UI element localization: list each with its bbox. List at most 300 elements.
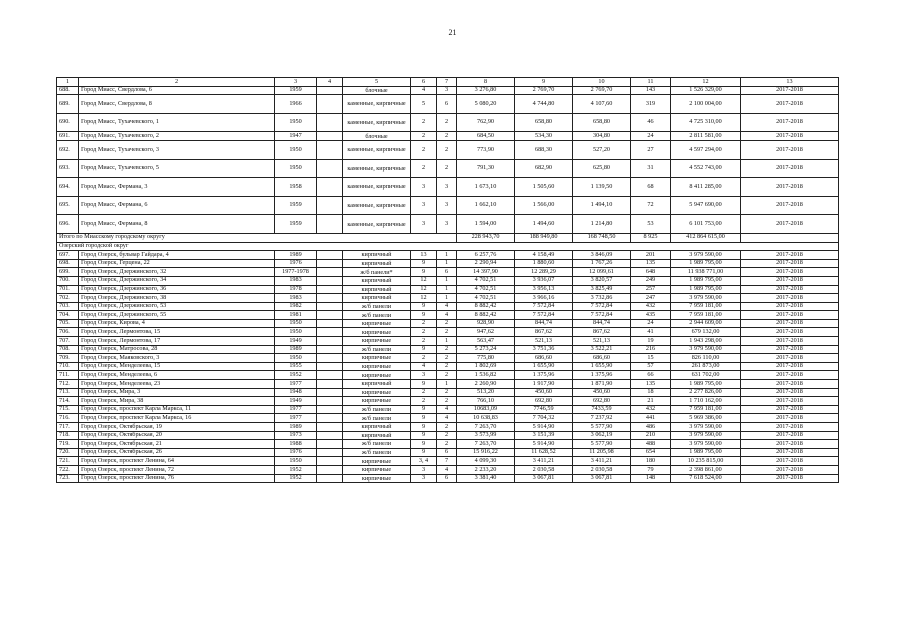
table-row <box>57 431 839 440</box>
cell-wall-material: блочные <box>343 132 411 141</box>
cell-row-number: 693. <box>57 159 79 178</box>
cell-floors: 4 <box>411 86 437 95</box>
cell-residential-area: 527,20 <box>573 140 631 159</box>
cell-residents: 53 <box>631 215 671 234</box>
cell-row-number: 719. <box>57 440 79 449</box>
cell-entrances: 7 <box>437 457 457 466</box>
cell-col-4 <box>317 405 343 414</box>
cell-residential-area: 4 107,60 <box>573 95 631 114</box>
cell-repair-cost: 7 959 181,00 <box>671 405 741 414</box>
cell-entrances: 3 <box>437 178 457 197</box>
cell-period: 2017-2018 <box>741 465 839 474</box>
cell-entrances: 1 <box>437 276 457 285</box>
cell-wall-material: кирпичный <box>343 259 411 268</box>
cell-wall-material: кирпичные <box>343 337 411 346</box>
cell-wall-material: ж/б панели <box>343 448 411 457</box>
cell-entrances: 2 <box>437 345 457 354</box>
cell-repair-cost: 679 132,00 <box>671 328 741 337</box>
cell-total-area: 563,47 <box>457 337 515 346</box>
cell-col-4 <box>317 337 343 346</box>
cell-total-area: 4 702,51 <box>457 285 515 294</box>
cell-row-number: 703. <box>57 302 79 311</box>
cell-row-number: 702. <box>57 294 79 303</box>
cell-entrances: 2 <box>437 159 457 178</box>
cell-residents: 15 <box>631 354 671 363</box>
cell-residential-area: 1 494,10 <box>573 196 631 215</box>
cell-build-year: 1973 <box>275 431 317 440</box>
cell-build-year: 1950 <box>275 328 317 337</box>
cell-period: 2017-2018 <box>741 474 839 483</box>
cell-living-area: 2 769,70 <box>515 86 573 95</box>
cell-entrances: 2 <box>437 319 457 328</box>
cell-build-year: 1950 <box>275 140 317 159</box>
cell-repair-cost: 1 989 795,00 <box>671 285 741 294</box>
cell-col-4 <box>317 268 343 277</box>
cell-build-year: 1959 <box>275 215 317 234</box>
cell-row-number: 712. <box>57 380 79 389</box>
cell-total-area: 8 882,42 <box>457 311 515 320</box>
cell-repair-cost: 1 710 162,00 <box>671 397 741 406</box>
cell-living-area: 11 628,52 <box>515 448 573 457</box>
cell-repair-cost: 631 702,00 <box>671 371 741 380</box>
cell-entrances: 1 <box>437 251 457 260</box>
cell-living-area: 12 289,29 <box>515 268 573 277</box>
cell-col-4 <box>317 113 343 132</box>
cell-entrances: 2 <box>437 328 457 337</box>
table-row <box>57 159 839 178</box>
cell-row-number: 704. <box>57 311 79 320</box>
cell-residential-area: 11 205,98 <box>573 448 631 457</box>
cell-col-4 <box>317 345 343 354</box>
cell-row-number: 705. <box>57 319 79 328</box>
cell-col-4 <box>317 95 343 114</box>
cell-total-area: 1 662,10 <box>457 196 515 215</box>
table-row <box>57 448 839 457</box>
cell-wall-material: ж/б панели <box>343 405 411 414</box>
cell-repair-cost: 2 398 861,00 <box>671 465 741 474</box>
cell-total-area: 4 702,51 <box>457 294 515 303</box>
cell-total-area: 3 381,40 <box>457 474 515 483</box>
cell-wall-material: кирпичный <box>343 251 411 260</box>
cell-row-number: 698. <box>57 259 79 268</box>
cell-total-area: 4 099,30 <box>457 457 515 466</box>
cell-floors: 12 <box>411 294 437 303</box>
cell-living-area: 3 751,36 <box>515 345 573 354</box>
cell-repair-cost: 3 979 590,00 <box>671 294 741 303</box>
cell-address: Город Озерск, проспект Ленина, 64 <box>79 457 275 466</box>
cell-residents: 648 <box>631 268 671 277</box>
cell-residents: 21 <box>631 397 671 406</box>
cell-repair-cost: 4 725 310,00 <box>671 113 741 132</box>
cell-wall-material: кирпичные <box>343 474 411 483</box>
column-number-row <box>57 78 839 87</box>
cell-build-year: 1977 <box>275 380 317 389</box>
cell-total-area: 1 802,69 <box>457 362 515 371</box>
cell-living-area: 3 956,13 <box>515 285 573 294</box>
table-row <box>57 414 839 423</box>
cell-residents: 654 <box>631 448 671 457</box>
cell-entrances: 4 <box>437 414 457 423</box>
cell-period: 2017-2018 <box>741 178 839 197</box>
cell-wall-material: кирпичные <box>343 457 411 466</box>
cell-col-4 <box>317 440 343 449</box>
cell-col-4 <box>317 397 343 406</box>
section-heading-row <box>57 242 839 251</box>
total-cell-period <box>741 233 839 242</box>
cell-residential-area: 3 522,21 <box>573 345 631 354</box>
cell-total-area: 1 536,82 <box>457 371 515 380</box>
header-cell-floors: 6 <box>411 78 437 87</box>
cell-col-4 <box>317 159 343 178</box>
cell-col-4 <box>317 285 343 294</box>
table-row <box>57 337 839 346</box>
cell-residents: 135 <box>631 380 671 389</box>
cell-address: Город Озерск, Менделеева, 23 <box>79 380 275 389</box>
cell-col-4 <box>317 362 343 371</box>
cell-address: Город Озерск, Дзержинского, 55 <box>79 311 275 320</box>
cell-living-area: 3 151,39 <box>515 431 573 440</box>
cell-build-year: 1988 <box>275 440 317 449</box>
cell-residential-area: 5 577,90 <box>573 440 631 449</box>
cell-residents: 148 <box>631 474 671 483</box>
cell-address: Город Озерск, Дзержинского, 32 <box>79 268 275 277</box>
cell-col-4 <box>317 328 343 337</box>
cell-floors: 9 <box>411 431 437 440</box>
header-cell-period: 13 <box>741 78 839 87</box>
cell-repair-cost: 8 411 285,00 <box>671 178 741 197</box>
cell-col-4 <box>317 448 343 457</box>
cell-repair-cost: 3 979 590,00 <box>671 440 741 449</box>
cell-living-area: 688,30 <box>515 140 573 159</box>
cell-living-area: 7 572,84 <box>515 302 573 311</box>
cell-floors: 9 <box>411 268 437 277</box>
cell-residents: 210 <box>631 431 671 440</box>
cell-entrances: 2 <box>437 113 457 132</box>
cell-repair-cost: 826 110,00 <box>671 354 741 363</box>
cell-address: Город Озерск, Герцена, 22 <box>79 259 275 268</box>
cell-residential-area: 7 237,92 <box>573 414 631 423</box>
cell-residents: 143 <box>631 86 671 95</box>
cell-build-year: 1976 <box>275 259 317 268</box>
cell-wall-material: ж/б панели <box>343 345 411 354</box>
cell-floors: 5 <box>411 95 437 114</box>
cell-period: 2017-2018 <box>741 140 839 159</box>
cell-period: 2017-2018 <box>741 354 839 363</box>
cell-entrances: 2 <box>437 388 457 397</box>
cell-wall-material: каменные, кирпичные <box>343 196 411 215</box>
header-cell-residents: 11 <box>631 78 671 87</box>
cell-residents: 24 <box>631 132 671 141</box>
cell-entrances: 3 <box>437 86 457 95</box>
table-row <box>57 397 839 406</box>
cell-total-area: 2 260,90 <box>457 380 515 389</box>
cell-col-4 <box>317 132 343 141</box>
cell-living-area: 2 030,58 <box>515 465 573 474</box>
cell-floors: 9 <box>411 405 437 414</box>
cell-living-area: 5 914,90 <box>515 440 573 449</box>
cell-residents: 46 <box>631 113 671 132</box>
cell-build-year: 1952 <box>275 465 317 474</box>
cell-col-4 <box>317 302 343 311</box>
cell-entrances: 1 <box>437 285 457 294</box>
cell-row-number: 690. <box>57 113 79 132</box>
cell-living-area: 7746,59 <box>515 405 573 414</box>
cell-floors: 2 <box>411 337 437 346</box>
cell-residential-area: 1 375,96 <box>573 371 631 380</box>
cell-total-area: 10 638,83 <box>457 414 515 423</box>
cell-period: 2017-2018 <box>741 457 839 466</box>
cell-repair-cost: 1 989 795,00 <box>671 448 741 457</box>
cell-total-area: 3 573,99 <box>457 431 515 440</box>
cell-living-area: 3 936,07 <box>515 276 573 285</box>
section-heading: Озерский городской округ <box>57 242 839 251</box>
cell-wall-material: каменные, кирпичные <box>343 159 411 178</box>
cell-residents: 135 <box>631 259 671 268</box>
cell-floors: 2 <box>411 354 437 363</box>
cell-residential-area: 3 825,49 <box>573 285 631 294</box>
cell-residents: 432 <box>631 405 671 414</box>
cell-repair-cost: 7 618 524,00 <box>671 474 741 483</box>
cell-address: Город Миасс, Свердлова, 8 <box>79 95 275 114</box>
cell-residential-area: 867,62 <box>573 328 631 337</box>
cell-floors: 2 <box>411 388 437 397</box>
cell-build-year: 1950 <box>275 113 317 132</box>
cell-residents: 72 <box>631 196 671 215</box>
table-row <box>57 196 839 215</box>
cell-total-area: 773,90 <box>457 140 515 159</box>
cell-wall-material: кирпичные <box>343 388 411 397</box>
cell-entrances: 6 <box>437 268 457 277</box>
cell-residential-area: 7 572,84 <box>573 311 631 320</box>
cell-row-number: 701. <box>57 285 79 294</box>
table-row <box>57 354 839 363</box>
cell-row-number: 708. <box>57 345 79 354</box>
cell-build-year: 1978 <box>275 285 317 294</box>
cell-col-4 <box>317 259 343 268</box>
cell-entrances: 6 <box>437 474 457 483</box>
cell-col-4 <box>317 294 343 303</box>
cell-repair-cost: 3 979 590,00 <box>671 423 741 432</box>
cell-address: Город Озерск, Октябрьская, 21 <box>79 440 275 449</box>
cell-living-area: 692,80 <box>515 397 573 406</box>
cell-repair-cost: 2 811 581,00 <box>671 132 741 141</box>
table-row <box>57 132 839 141</box>
table-row <box>57 178 839 197</box>
cell-address: Город Озерск, Матросова, 28 <box>79 345 275 354</box>
header-cell-row-number: 1 <box>57 78 79 87</box>
cell-period: 2017-2018 <box>741 423 839 432</box>
cell-wall-material: ж/б панели* <box>343 268 411 277</box>
cell-repair-cost: 6 101 753,00 <box>671 215 741 234</box>
cell-period: 2017-2018 <box>741 132 839 141</box>
cell-floors: 2 <box>411 319 437 328</box>
cell-living-area: 867,62 <box>515 328 573 337</box>
cell-residents: 486 <box>631 423 671 432</box>
cell-address: Город Озерск, проспект Ленина, 72 <box>79 465 275 474</box>
cell-col-4 <box>317 414 343 423</box>
cell-living-area: 658,80 <box>515 113 573 132</box>
cell-wall-material: кирпичные <box>343 371 411 380</box>
cell-repair-cost: 4 597 294,00 <box>671 140 741 159</box>
cell-residential-area: 521,13 <box>573 337 631 346</box>
cell-wall-material: каменные, кирпичные <box>343 95 411 114</box>
cell-living-area: 450,60 <box>515 388 573 397</box>
cell-repair-cost: 11 938 771,00 <box>671 268 741 277</box>
cell-row-number: 689. <box>57 95 79 114</box>
cell-wall-material: кирпичный <box>343 380 411 389</box>
cell-repair-cost: 7 959 181,00 <box>671 302 741 311</box>
cell-col-4 <box>317 474 343 483</box>
cell-address: Город Озерск, Октябрьская, 19 <box>79 423 275 432</box>
cell-total-area: 766,10 <box>457 397 515 406</box>
cell-wall-material: кирпичные <box>343 319 411 328</box>
cell-entrances: 4 <box>437 311 457 320</box>
table-row <box>57 294 839 303</box>
cell-row-number: 723. <box>57 474 79 483</box>
cell-build-year: 1983 <box>275 276 317 285</box>
cell-residents: 319 <box>631 95 671 114</box>
cell-residents: 66 <box>631 371 671 380</box>
table-row <box>57 328 839 337</box>
cell-build-year: 1959 <box>275 196 317 215</box>
table-row <box>57 440 839 449</box>
cell-total-area: 791,30 <box>457 159 515 178</box>
table-row <box>57 113 839 132</box>
cell-address: Город Миасс, Свердлова, 6 <box>79 86 275 95</box>
table-row <box>57 268 839 277</box>
cell-period: 2017-2018 <box>741 196 839 215</box>
cell-address: Город Озерск, Дзержинского, 53 <box>79 302 275 311</box>
cell-floors: 9 <box>411 414 437 423</box>
cell-residential-area: 1 767,26 <box>573 259 631 268</box>
cell-living-area: 4 744,80 <box>515 95 573 114</box>
cell-residential-area: 2 769,70 <box>573 86 631 95</box>
cell-floors: 12 <box>411 285 437 294</box>
cell-entrances: 3 <box>437 196 457 215</box>
cell-build-year: 1950 <box>275 457 317 466</box>
cell-floors: 2 <box>411 140 437 159</box>
cell-row-number: 718. <box>57 431 79 440</box>
cell-period: 2017-2018 <box>741 251 839 260</box>
cell-residents: 27 <box>631 140 671 159</box>
cell-living-area: 3 411,21 <box>515 457 573 466</box>
cell-row-number: 721. <box>57 457 79 466</box>
cell-row-number: 706. <box>57 328 79 337</box>
cell-address: Город Озерск, Октябрьская, 20 <box>79 431 275 440</box>
cell-living-area: 1 566,00 <box>515 196 573 215</box>
cell-row-number: 691. <box>57 132 79 141</box>
cell-row-number: 720. <box>57 448 79 457</box>
cell-build-year: 1950 <box>275 159 317 178</box>
table-body <box>57 86 839 483</box>
cell-col-4 <box>317 178 343 197</box>
cell-living-area: 521,13 <box>515 337 573 346</box>
cell-repair-cost: 1 943 298,00 <box>671 337 741 346</box>
cell-floors: 2 <box>411 397 437 406</box>
table-row <box>57 311 839 320</box>
total-cell-residential-area: 168 748,50 <box>573 233 631 242</box>
cell-address: Город Озерск, проспект Ленина, 76 <box>79 474 275 483</box>
cell-residents: 488 <box>631 440 671 449</box>
cell-row-number: 692. <box>57 140 79 159</box>
table-row <box>57 302 839 311</box>
cell-residential-area: 1 655,90 <box>573 362 631 371</box>
cell-residents: 247 <box>631 294 671 303</box>
cell-floors: 9 <box>411 302 437 311</box>
cell-address: Город Озерск, Кирова, 4 <box>79 319 275 328</box>
cell-entrances: 2 <box>437 132 457 141</box>
cell-residential-area: 692,80 <box>573 397 631 406</box>
cell-total-area: 947,62 <box>457 328 515 337</box>
cell-entrances: 2 <box>437 140 457 159</box>
cell-row-number: 694. <box>57 178 79 197</box>
cell-address: Город Озерск, Октябрьская, 26 <box>79 448 275 457</box>
cell-period: 2017-2018 <box>741 311 839 320</box>
cell-floors: 9 <box>411 259 437 268</box>
cell-address: Город Озерск, Лермонтова, 15 <box>79 328 275 337</box>
cell-wall-material: кирпичный <box>343 431 411 440</box>
cell-build-year: 1976 <box>275 448 317 457</box>
cell-total-area: 7 263,70 <box>457 423 515 432</box>
cell-repair-cost: 2 277 826,00 <box>671 388 741 397</box>
cell-build-year: 1982 <box>275 302 317 311</box>
cell-floors: 3 <box>411 196 437 215</box>
table-row <box>57 276 839 285</box>
cell-residential-area: 304,80 <box>573 132 631 141</box>
cell-residential-area: 7433,59 <box>573 405 631 414</box>
cell-floors: 9 <box>411 345 437 354</box>
cell-period: 2017-2018 <box>741 259 839 268</box>
cell-build-year: 1977 <box>275 405 317 414</box>
cell-total-area: 513,20 <box>457 388 515 397</box>
cell-residents: 31 <box>631 159 671 178</box>
cell-wall-material: каменные, кирпичные <box>343 140 411 159</box>
cell-repair-cost: 3 979 590,00 <box>671 251 741 260</box>
cell-col-4 <box>317 251 343 260</box>
table-row <box>57 319 839 328</box>
cell-col-4 <box>317 423 343 432</box>
cell-living-area: 1 375,96 <box>515 371 573 380</box>
cell-living-area: 4 158,49 <box>515 251 573 260</box>
cell-living-area: 682,90 <box>515 159 573 178</box>
cell-period: 2017-2018 <box>741 337 839 346</box>
cell-address: Город Миасс, Ферманa, 6 <box>79 196 275 215</box>
table-row <box>57 285 839 294</box>
cell-repair-cost: 4 552 743,00 <box>671 159 741 178</box>
cell-build-year: 1952 <box>275 371 317 380</box>
cell-residential-area: 12 099,61 <box>573 268 631 277</box>
table-row <box>57 86 839 95</box>
cell-wall-material: каменные, кирпичные <box>343 178 411 197</box>
cell-wall-material: блочные <box>343 86 411 95</box>
cell-entrances: 2 <box>437 440 457 449</box>
cell-total-area: 762,90 <box>457 113 515 132</box>
cell-living-area: 1 655,90 <box>515 362 573 371</box>
cell-col-4 <box>317 371 343 380</box>
cell-period: 2017-2018 <box>741 215 839 234</box>
header-cell-address: 2 <box>79 78 275 87</box>
cell-floors: 9 <box>411 440 437 449</box>
cell-living-area: 686,60 <box>515 354 573 363</box>
cell-residential-area: 844,74 <box>573 319 631 328</box>
cell-address: Город Миасс, Тухачевского, 2 <box>79 132 275 141</box>
cell-wall-material: ж/б панели <box>343 311 411 320</box>
cell-residents: 201 <box>631 251 671 260</box>
cell-build-year: 1950 <box>275 319 317 328</box>
cell-repair-cost: 5 947 690,00 <box>671 196 741 215</box>
cell-total-area: 5 273,24 <box>457 345 515 354</box>
cell-repair-cost: 2 944 609,00 <box>671 319 741 328</box>
